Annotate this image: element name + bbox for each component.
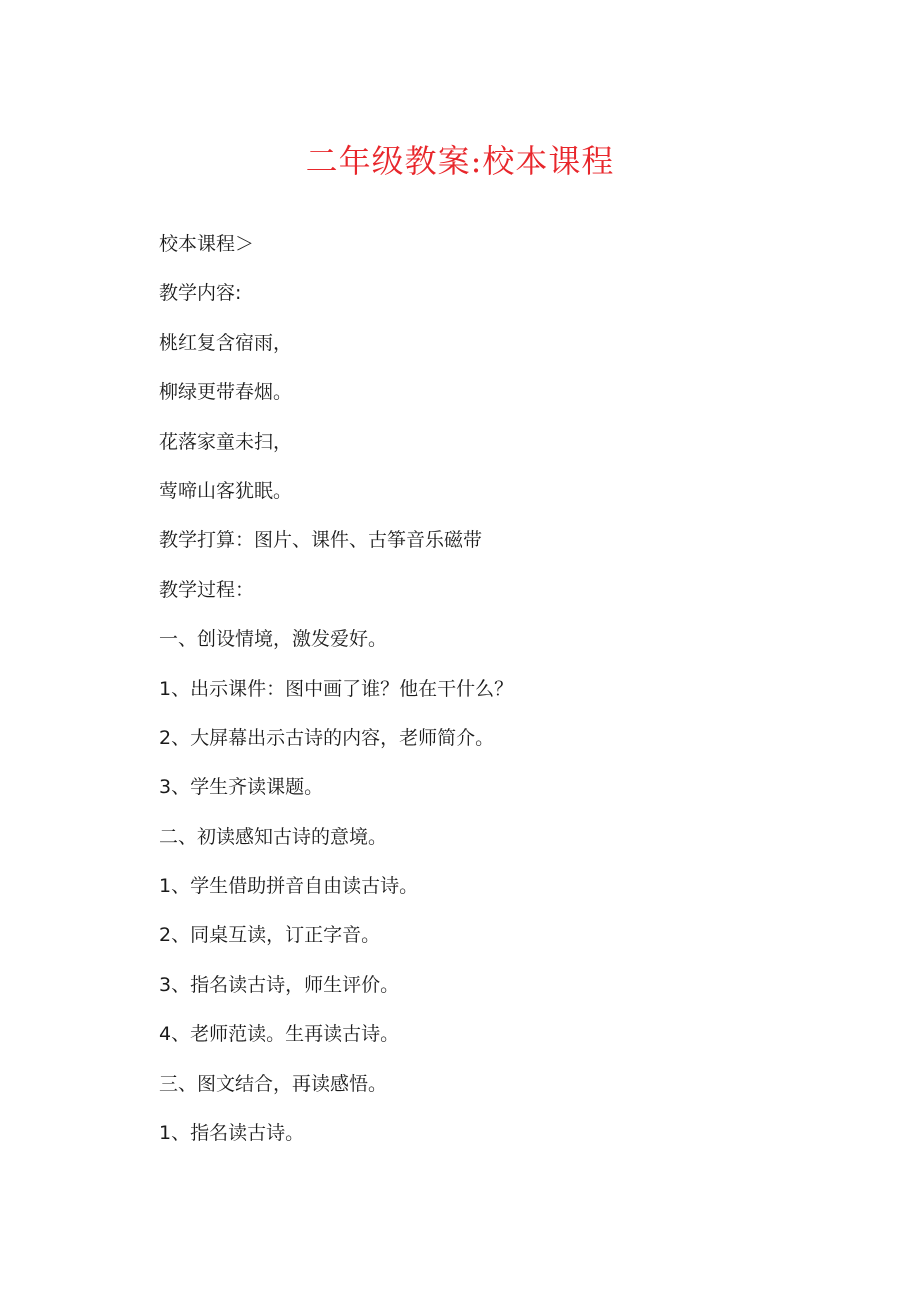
poem-line: 莺啼山客犹眠。: [159, 479, 293, 502]
preparation-line: 教学打算：图片、课件、古筝音乐磁带: [159, 529, 483, 552]
document-title: 二年级教案:校本课程: [305, 142, 615, 180]
step-item: 1、学生借助拼音自由读古诗。: [159, 875, 419, 898]
step-heading: 三、图文结合，再读感悟。: [159, 1072, 388, 1095]
poem-line: 桃红复含宿雨，: [159, 331, 293, 354]
step-heading: 二、初读感知古诗的意境。: [159, 825, 388, 848]
step-item: 2、同桌互读，订正字音。: [159, 924, 381, 947]
step-heading: 一、创设情境，激发爱好。: [159, 628, 388, 651]
step-item: 1、指名读古诗。: [159, 1122, 305, 1145]
poem-line: 柳绿更带春烟。: [159, 381, 293, 404]
step-item: 3、学生齐读课题。: [159, 776, 324, 799]
step-item: 3、指名读古诗，师生评价。: [159, 973, 400, 996]
process-label: 教学过程：: [159, 578, 255, 601]
poem-line: 花落家童未扫，: [159, 430, 293, 453]
document-body: [159, 226, 839, 1164]
section-heading: 校本课程＞: [159, 233, 255, 255]
step-item: 2、大屏幕出示古诗的内容，老师简介。: [159, 726, 495, 749]
step-item: 1、出示课件：图中画了谁？他在干什么？: [159, 677, 514, 700]
content-label: 教学内容:: [159, 282, 242, 305]
step-item: 4、老师范读。生再读古诗。: [159, 1023, 400, 1046]
